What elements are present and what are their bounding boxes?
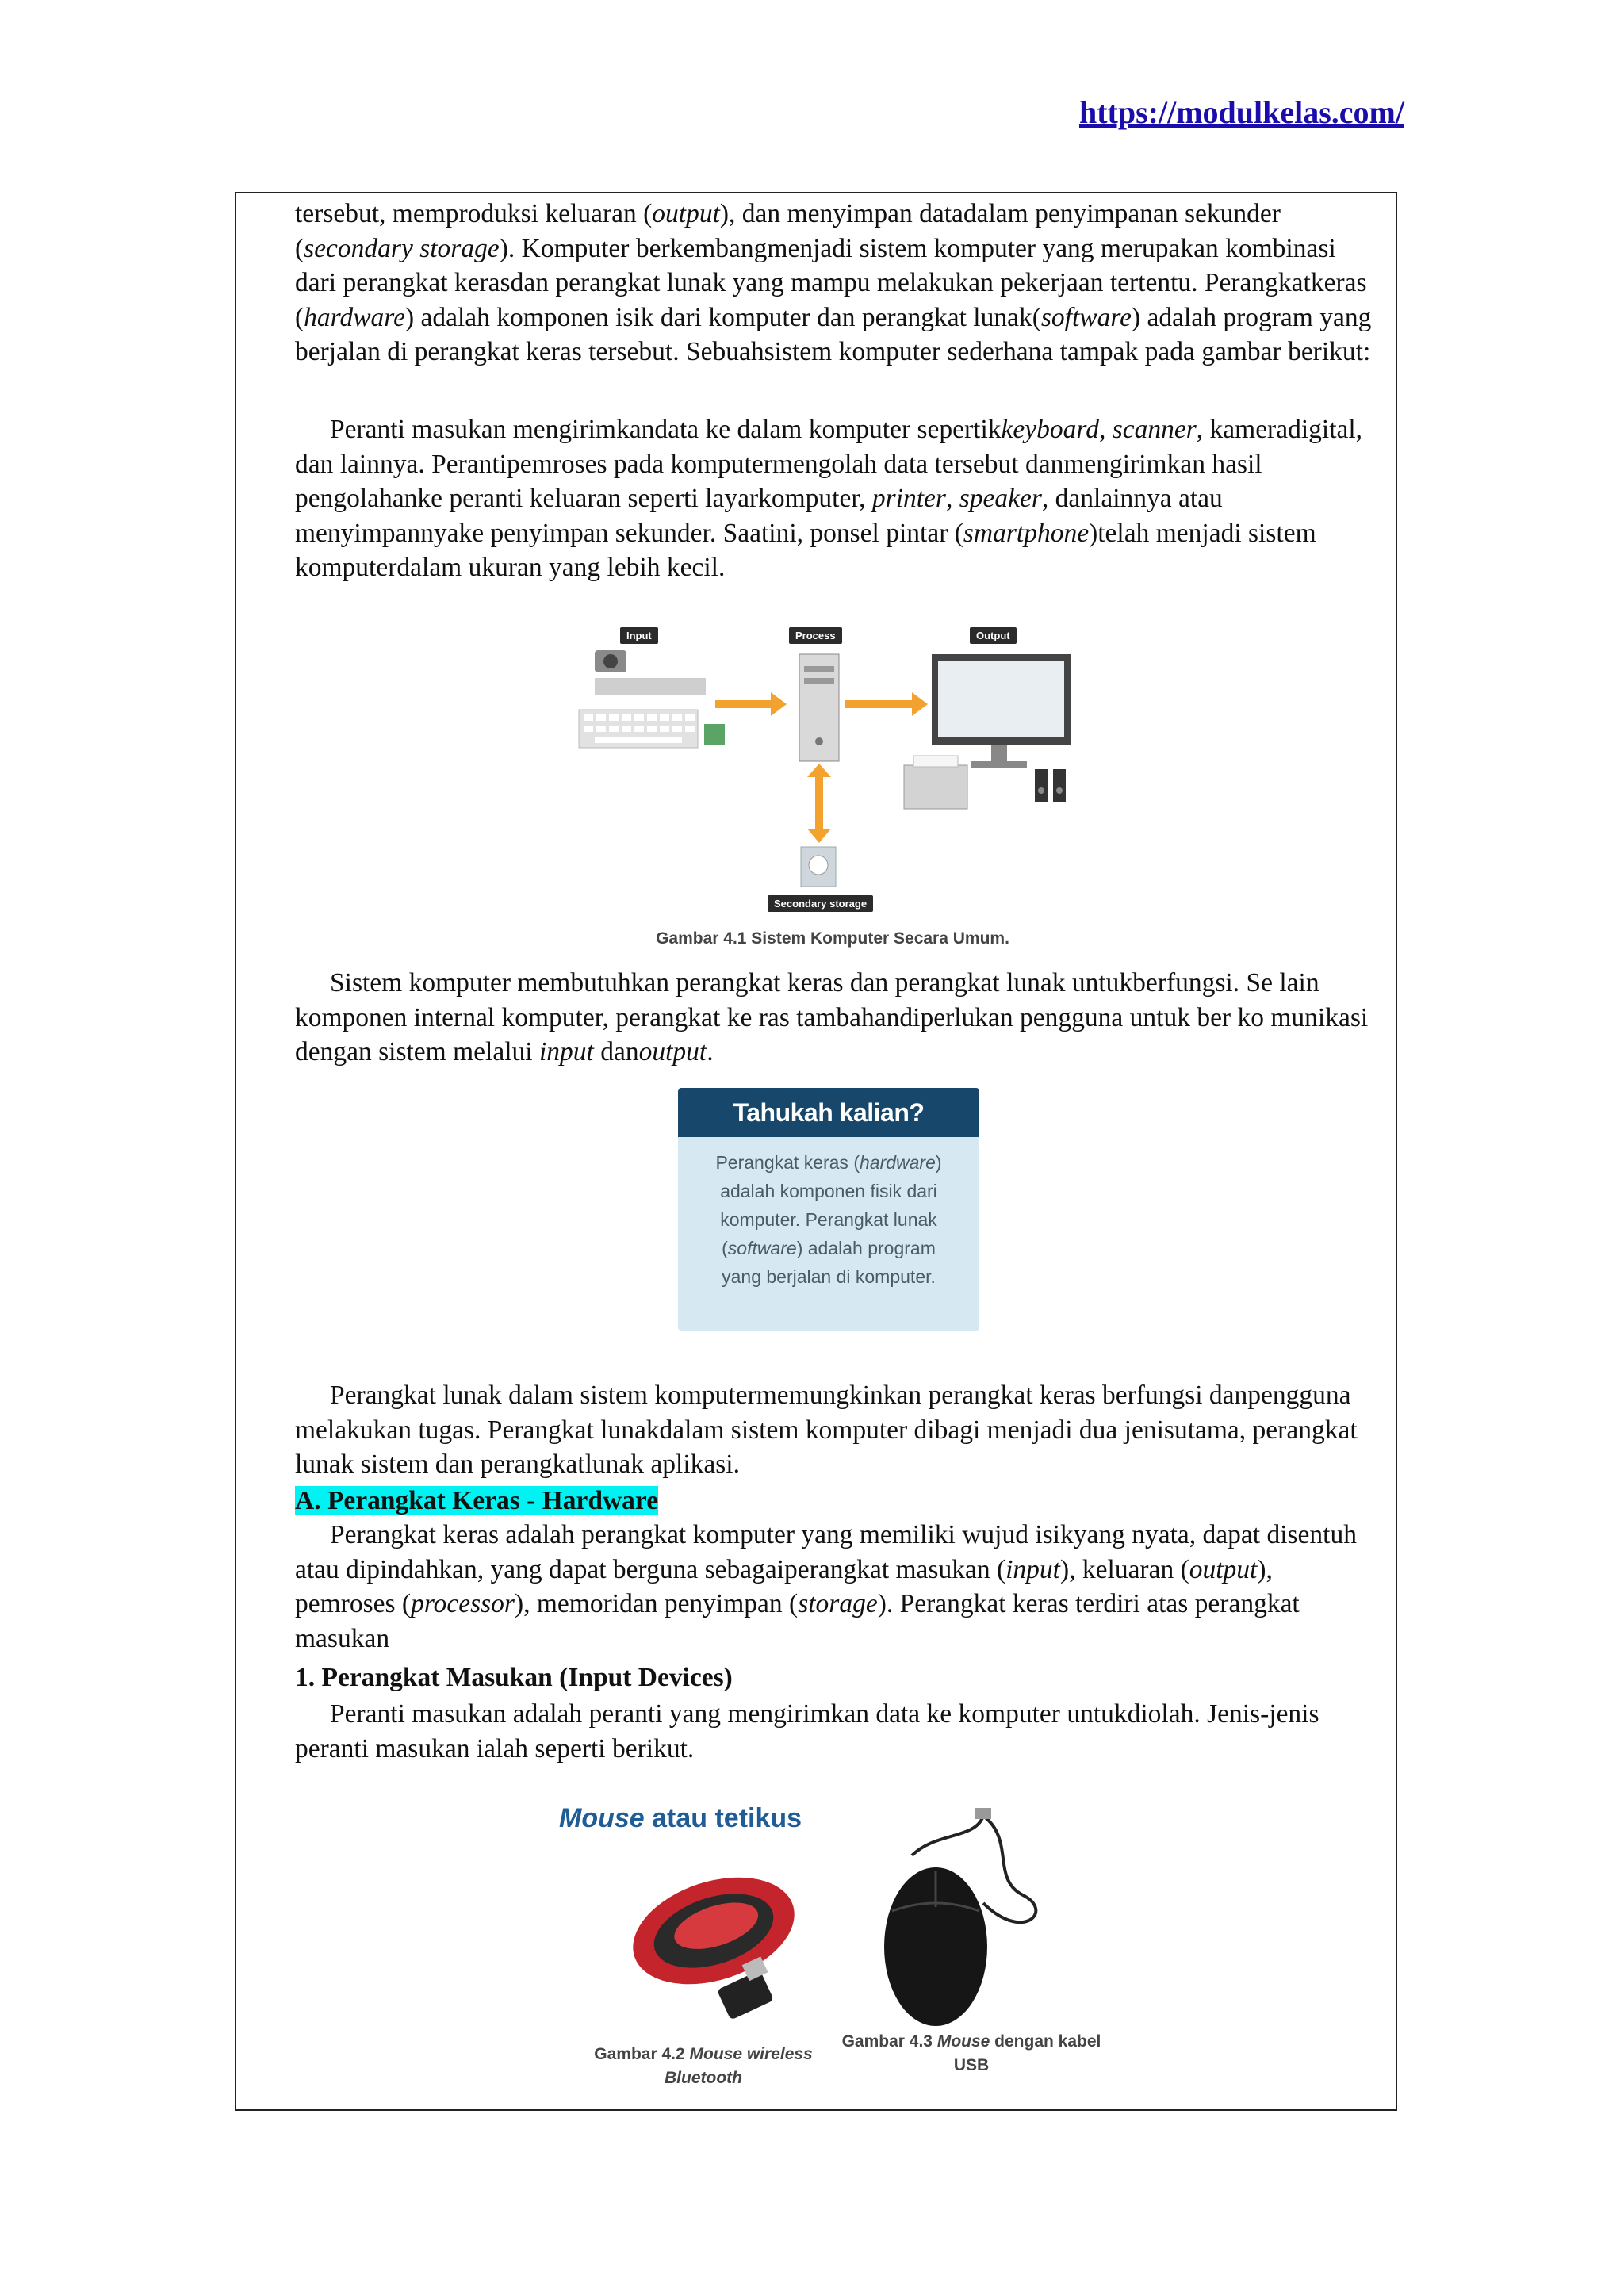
- tahukah-kalian-box: [678, 1088, 979, 1331]
- speaker-icon: [1053, 769, 1066, 802]
- chip-icon: [704, 724, 725, 745]
- wireless-mouse-icon: [603, 1871, 841, 2030]
- paragraph-perangkat-keras: Perangkat keras adalah perangkat komputer yang memiliki wujud isikyang nyata, dapat disentuh atau dipindahkan, yang dapat berguna sebagaiperangkat masukan (input), keluaran (output), pemroses (processor), memoridan penyimpan (storage). Perangkat keras terdiri atas perangkat masukan: [295, 1520, 1357, 1653]
- figure-caption-4-1: Gambar 4.1 Sistem Komputer Secara Umum.: [656, 929, 1009, 948]
- header-url-link[interactable]: https://modulkelas.com/: [1078, 94, 1404, 130]
- figure-computer-system: [571, 622, 1094, 924]
- tag-secondary-storage: Secondary storage: [768, 895, 873, 912]
- heading-input-devices: 1. Perangkat Masukan (Input Devices): [295, 1663, 733, 1692]
- heading-perangkat-keras: A. Perangkat Keras - Hardware: [295, 1486, 659, 1515]
- tag-output: Output: [970, 627, 1017, 644]
- tahukah-body: Perangkat keras (hardware) adalah komponen fisik dari komputer. Perangkat lunak (software) adalah program yang berjalan di komputer.: [715, 1152, 942, 1287]
- scanner-icon: [595, 678, 706, 695]
- paragraph-perangkat-lunak: Perangkat lunak dalam sistem komputermemungkinkan perangkat keras berfungsi danpengguna melakukan tugas. Perangkat lunakdalam sistem komputer dibagi menjadi dua jenisutama, perangkat lunak sistem dan perangkatlunak aplikasi.: [295, 1381, 1358, 1479]
- figure-caption-4-2: Gambar 4.2 Mouse wireless Bluetooth: [594, 2045, 813, 2087]
- tag-process: Process: [789, 627, 842, 644]
- printer-icon: [904, 765, 967, 809]
- paragraph-intro: tersebut, memproduksi keluaran (output), dan menyimpan datadalam penyimpanan sekunder (secondary storage). Komputer berkembangmenjadi sistem komputer yang merupakan kombinasi dari perangkat kerasdan perangkat lunak yang mampu melakukan pekerjaan tertentu. Perangkatkeras (hardware) adalah komponen isik dari komputer dan perangkat lunak(software) adalah program yang berjalan di perangkat keras tersebut. Sebuahsistem komputer sederhana tampak pada gambar berikut:: [295, 199, 1372, 366]
- paragraph-sistem: Sistem komputer membutuhkan perangkat keras dan perangkat lunak untukberfungsi. Se lain komponen internal komputer, perangkat ke ras tambahandiperlukan pengguna untuk ber ko munikasi dengan sistem melalui input danoutput.: [295, 968, 1369, 1067]
- computer-system-diagram: [571, 622, 1094, 924]
- usb-mouse-icon: [864, 1808, 1078, 2038]
- figure-caption-4-3: Gambar 4.3 Mouse dengan kabel USB: [841, 2032, 1101, 2074]
- paragraph-peranti-masukan: Peranti masukan adalah peranti yang mengirimkan data ke komputer untukdiolah. Jenis-jenis peranti masukan ialah seperti berikut.: [295, 1699, 1320, 1764]
- mouse-figure-title: Mouse atau tetikus: [559, 1803, 802, 1833]
- tag-input: Input: [620, 627, 658, 644]
- paragraph-peranti: Peranti masukan mengirimkandata ke dalam komputer sepertikkeyboard, scanner, kameradigital, dan lainnya. Perantipemroses pada komputermengolah data tersebut danmengirimkan hasil pengolahanke peranti keluaran seperti layarkomputer, printer, speaker, danlainnya atau menyimpannyake penyimpan sekunder. Saatini, ponsel pintar (smartphone)telah menjadi sistem komputerdalam ukuran yang lebih kecil.: [295, 415, 1363, 582]
- tahukah-title: Tahukah kalian?: [678, 1088, 979, 1137]
- speaker-icon: [1035, 769, 1048, 802]
